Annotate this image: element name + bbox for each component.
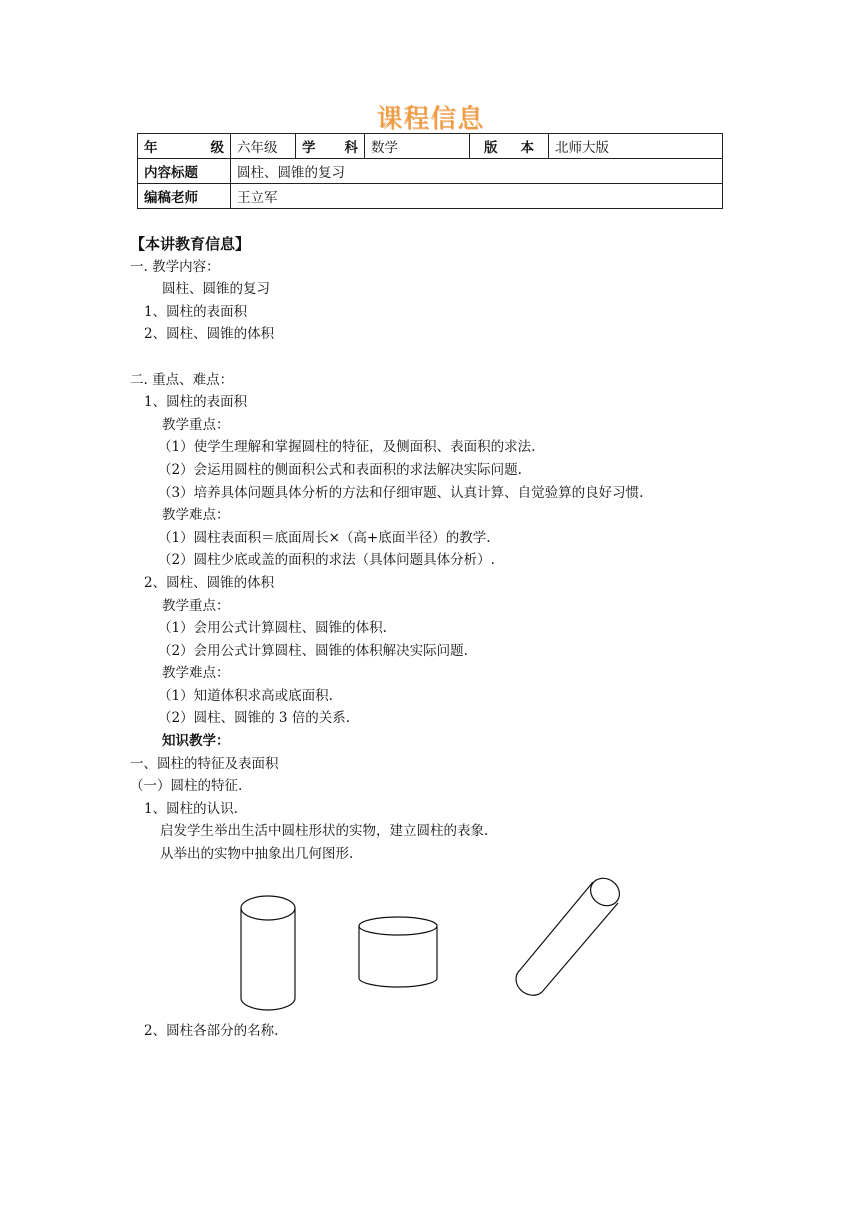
body-line: 一. 教学内容： <box>130 258 220 275</box>
course-info-table <box>137 133 723 209</box>
body-line: 教学重点： <box>162 416 230 433</box>
body-line: 2、圆柱、圆锥的体积 <box>144 326 275 343</box>
body-line: 知识教学： <box>162 733 230 750</box>
body-line: 启发学生举出生活中圆柱形状的实物，建立圆柱的表象. <box>160 823 489 840</box>
cylinder-drawings <box>220 870 640 1020</box>
body-line: （2）会用公式计算圆柱、圆锥的体积解决实际问题. <box>158 642 468 659</box>
body-line: 教学难点： <box>162 507 230 524</box>
lesson-content <box>130 233 810 866</box>
cylinder-figures <box>220 870 640 1024</box>
body-line: 圆柱、圆锥的复习 <box>162 281 270 298</box>
grade-value: 六年级 <box>231 134 296 159</box>
body-line: 1、圆柱的表面积 <box>144 303 248 320</box>
teacher-label: 编稿老师 <box>138 184 231 209</box>
edition-value: 北师大版 <box>549 134 723 159</box>
body-line: 2、圆柱各部分的名称. <box>144 1023 279 1039</box>
body-line: 教学重点： <box>162 597 230 614</box>
body-line: （一）圆柱的特征. <box>130 778 243 795</box>
subject-value: 数学 <box>365 134 470 159</box>
body-line: （1）圆柱表面积＝底面周长×（高+底面半径）的教学. <box>158 529 491 546</box>
body-line: 从举出的实物中抽象出几何图形. <box>160 846 354 863</box>
body-line <box>130 346 810 369</box>
body-line: （2）会运用圆柱的侧面积公式和表面积的求法解决实际问题. <box>158 461 522 478</box>
body-line: （2）圆柱、圆锥的 3 倍的关系. <box>158 710 351 727</box>
body-line: （2）圆柱少底或盖的面积的求法（具体问题具体分析）. <box>158 552 495 569</box>
body-line: （3）培养具体问题具体分析的方法和仔细审题、认真计算、自觉验算的良好习惯. <box>158 484 644 501</box>
body-line: （1）使学生理解和掌握圆柱的特征，及侧面积、表面积的求法. <box>158 439 536 456</box>
body-line: 教学难点： <box>162 665 230 682</box>
tall-cylinder-figure <box>241 896 295 1010</box>
page-title: 课程信息 <box>375 104 484 134</box>
body-line: （1）会用公式计算圆柱、圆锥的体积. <box>158 620 387 637</box>
body-line: 2、圆柱、圆锥的体积 <box>144 574 275 591</box>
teacher-value: 王立军 <box>231 184 723 209</box>
tilted-cylinder-figure <box>516 873 625 996</box>
short-cylinder-figure <box>359 917 437 987</box>
grade-label: 年 级 <box>138 134 231 159</box>
body-line: （1）知道体积求高或底面积. <box>158 687 333 704</box>
next-section <box>130 1020 810 1043</box>
subject-label: 学 科 <box>296 134 365 159</box>
body-line: 1、圆柱的表面积 <box>144 394 248 411</box>
body-line: 一、圆柱的特征及表面积 <box>130 755 279 772</box>
section-heading: 【本讲教育信息】 <box>130 235 251 253</box>
topic-label: 内容标题 <box>138 159 231 184</box>
edition-label: 版 本 <box>470 134 549 159</box>
body-line: 1、圆柱的认识. <box>144 800 238 817</box>
topic-value: 圆柱、圆锥的复习 <box>231 159 723 184</box>
body-line: 二. 重点、难点： <box>130 371 234 388</box>
